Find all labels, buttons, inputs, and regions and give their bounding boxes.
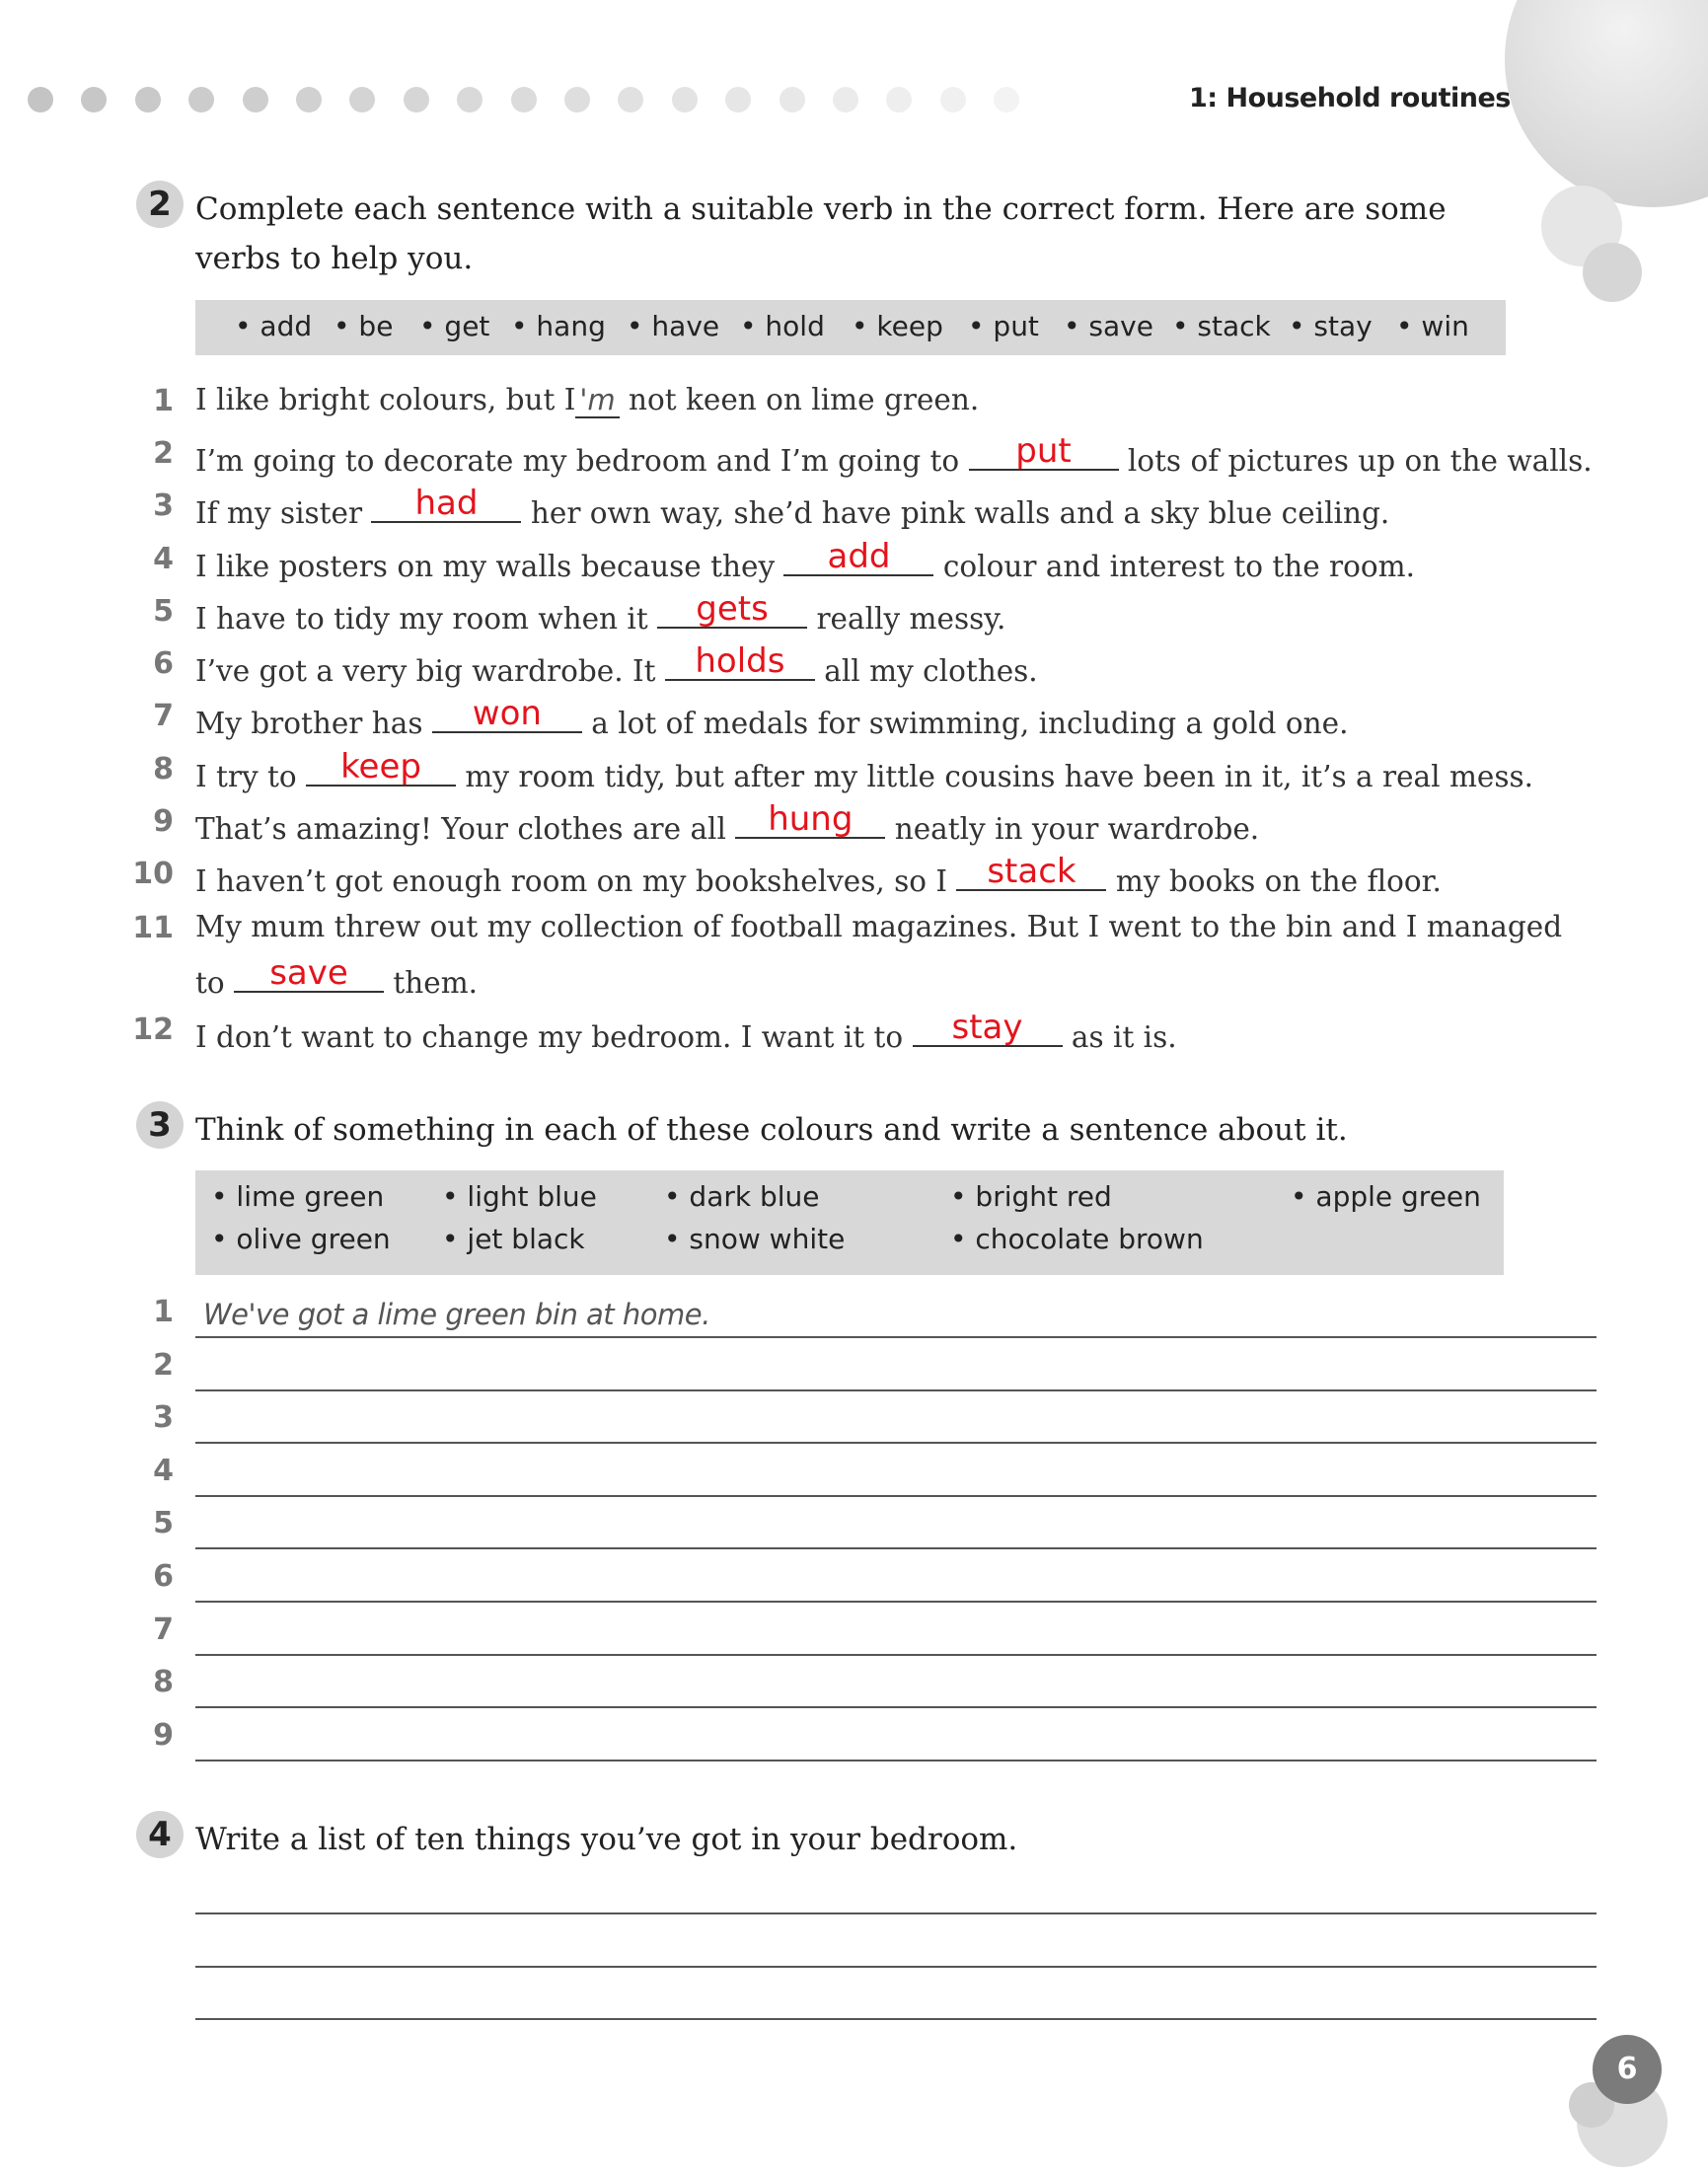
colour-bank-item: • bright red	[950, 1180, 1112, 1213]
decorative-dot	[28, 87, 53, 112]
answer-line-number: 5	[153, 1506, 174, 1540]
sentence-number: 6	[153, 646, 174, 681]
sentence	[195, 484, 1390, 530]
answer-text: put	[1015, 431, 1072, 471]
answer-blank[interactable]	[306, 747, 456, 787]
sentence-text-after: lots of pictures up on the walls.	[1118, 444, 1593, 478]
answer-line[interactable]	[195, 1601, 1597, 1603]
sentence	[195, 953, 479, 1000]
answer-line-number: 6	[153, 1559, 174, 1594]
exercise-4-answer-line[interactable]	[195, 2018, 1597, 2020]
sentence	[195, 1008, 1177, 1054]
answer-text: stay	[951, 1008, 1023, 1047]
sentence-number: 2	[153, 436, 174, 471]
example-answer: We've got a lime green bin at home.	[203, 1298, 710, 1331]
answer-text: keep	[340, 747, 421, 787]
verb-bank-word: • keep	[852, 310, 943, 342]
sentence-text-before: I’m going to decorate my bedroom and I’m going to	[195, 444, 969, 478]
sentence-text-before: I don’t want to change my bedroom. I want it to	[195, 1020, 913, 1054]
decorative-dot	[940, 87, 966, 112]
exercise-3-instruction: Think of something in each of these colours and write a sentence about it.	[195, 1112, 1348, 1148]
answer-blank[interactable]	[956, 852, 1106, 891]
colour-bank-item: • dark blue	[664, 1180, 820, 1213]
answer-line-number: 1	[153, 1295, 174, 1329]
sentence	[195, 537, 1415, 583]
sentence-text-after: colour and interest to the room.	[933, 550, 1415, 583]
sentence-number: 12	[132, 1012, 174, 1047]
sentence-text-before: I’ve got a very big wardrobe. It	[195, 654, 665, 688]
handwritten-contraction: 'm	[575, 383, 619, 418]
answer-line[interactable]	[195, 1495, 1597, 1497]
decorative-circle-small	[1583, 243, 1642, 302]
answer-text: had	[414, 484, 479, 523]
sentence-text-after: my room tidy, but after my little cousins have been in it, it’s a real mess.	[456, 760, 1534, 793]
answer-text: holds	[695, 641, 785, 681]
sentence-text-before: I like posters on my walls because they	[195, 550, 784, 583]
answer-blank[interactable]	[234, 953, 384, 993]
verb-bank-word: • have	[627, 310, 720, 342]
answer-text: save	[269, 953, 348, 993]
colour-bank-item: • lime green	[211, 1180, 385, 1213]
answer-line-number: 4	[153, 1454, 174, 1488]
answer-line-number: 2	[153, 1348, 174, 1383]
exercise-3-number: 3	[136, 1101, 184, 1149]
answer-text: gets	[696, 589, 769, 629]
sentence-text-after: her own way, she’d have pink walls and a sky blue ceiling.	[521, 496, 1390, 530]
answer-blank[interactable]	[657, 589, 807, 629]
answer-blank[interactable]	[913, 1008, 1063, 1047]
colour-bank-item: • chocolate brown	[950, 1223, 1204, 1255]
decorative-dot	[349, 87, 375, 112]
answer-line[interactable]	[195, 1547, 1597, 1549]
sentence	[195, 852, 1442, 898]
colour-bank-item: • snow white	[664, 1223, 846, 1255]
decorative-dot	[135, 87, 161, 112]
decorative-dot	[833, 87, 858, 112]
sentence-text-after: as it is.	[1062, 1020, 1177, 1054]
decorative-dot	[725, 87, 751, 112]
sentence-text-before: I like bright colours, but I	[195, 383, 576, 416]
sentence	[195, 431, 1593, 478]
sentence-number: 8	[153, 752, 174, 787]
exercise-4-number: 4	[136, 1811, 184, 1858]
colour-bank-item: • light blue	[442, 1180, 597, 1213]
sentence-text-after: neatly in your wardrobe.	[885, 812, 1260, 846]
sentence-number: 9	[153, 804, 174, 839]
answer-line-number: 9	[153, 1718, 174, 1753]
verb-bank-word: • hang	[511, 310, 606, 342]
sentence-number: 3	[153, 488, 174, 523]
answer-line-number: 8	[153, 1665, 174, 1699]
answer-line[interactable]	[195, 1760, 1597, 1762]
sentence-text-before: I haven’t got enough room on my bookshelves, so I	[195, 864, 957, 898]
sentence-number: 1	[153, 384, 174, 418]
verb-bank	[195, 300, 1506, 355]
decorative-dot	[618, 87, 643, 112]
decorative-dot	[296, 87, 322, 112]
answer-blank[interactable]	[371, 484, 521, 523]
answer-blank[interactable]	[432, 694, 582, 733]
answer-blank[interactable]	[783, 537, 933, 576]
colour-bank	[195, 1170, 1504, 1275]
answer-line-number: 7	[153, 1612, 174, 1647]
decorative-dot	[886, 87, 912, 112]
answer-text: add	[827, 537, 891, 576]
decorative-dot	[243, 87, 268, 112]
sentence-text-before: If my sister	[195, 496, 372, 530]
decorative-dot	[188, 87, 214, 112]
answer-line[interactable]	[195, 1336, 1597, 1338]
decorative-dot	[81, 87, 107, 112]
exercise-4-instruction: Write a list of ten things you’ve got in your bedroom.	[195, 1822, 1018, 1857]
verb-bank-word: • add	[235, 310, 313, 342]
verb-bank-word: • stay	[1289, 310, 1373, 342]
decorative-dot	[564, 87, 590, 112]
answer-line[interactable]	[195, 1654, 1597, 1656]
verb-bank-word: • put	[968, 310, 1039, 342]
verb-bank-word: • hold	[740, 310, 825, 342]
decorative-dot	[994, 87, 1019, 112]
exercise-2-instruction-line1: Complete each sentence with a suitable verb in the correct form. Here are some	[195, 191, 1447, 227]
verb-bank-word: • save	[1064, 310, 1153, 342]
sentence-text-after: them.	[384, 966, 479, 1000]
sentence-text-after: all my clothes.	[814, 654, 1038, 688]
verb-bank-word: • stack	[1172, 310, 1271, 342]
answer-line-number: 3	[153, 1400, 174, 1435]
answer-blank[interactable]	[665, 641, 815, 681]
answer-blank[interactable]	[969, 431, 1119, 471]
sentence-number: 10	[132, 857, 174, 891]
answer-text: stack	[987, 852, 1077, 891]
sentence-number: 7	[153, 699, 174, 733]
sentence-text-after: not keen on lime green.	[619, 383, 980, 416]
sentence	[195, 799, 1260, 846]
exercise-2-instruction-line2: verbs to help you.	[195, 241, 474, 276]
answer-line[interactable]	[195, 1442, 1597, 1444]
verb-bank-word: • get	[419, 310, 490, 342]
colour-bank-item: • apple green	[1291, 1180, 1481, 1213]
sentence-text-before: I have to tidy my room when it	[195, 602, 658, 636]
verb-bank-word: • win	[1396, 310, 1469, 342]
answer-blank[interactable]	[735, 799, 885, 839]
sentence-text-after: my books on the floor.	[1106, 864, 1442, 898]
answer-line[interactable]	[195, 1706, 1597, 1708]
sentence	[195, 910, 1562, 943]
decorative-dot	[404, 87, 429, 112]
decorative-dot	[672, 87, 698, 112]
sentence	[195, 383, 979, 416]
decorative-dot	[511, 87, 537, 112]
decorative-dot	[457, 87, 483, 112]
verb-bank-word: • be	[334, 310, 394, 342]
sentence	[195, 589, 1006, 636]
sentence-text-before: That’s amazing! Your clothes are all	[195, 812, 736, 846]
sentence	[195, 694, 1349, 740]
colour-bank-item: • jet black	[442, 1223, 585, 1255]
sentence-text-before: I try to	[195, 760, 307, 793]
chapter-title: 1: Household routines	[1189, 83, 1511, 113]
answer-line[interactable]	[195, 1389, 1597, 1391]
sentence-number: 4	[153, 542, 174, 576]
sentence-text-before: to	[195, 966, 234, 1000]
sentence-text-before: My mum threw out my collection of football magazines. But I went to the bin and I managed	[195, 910, 1563, 943]
sentence	[195, 747, 1534, 793]
exercise-4-answer-line[interactable]	[195, 1966, 1597, 1968]
sentence-text-before: My brother has	[195, 707, 432, 740]
page-number: 6	[1593, 2035, 1662, 2104]
sentence-number: 11	[132, 911, 174, 945]
sentence-number: 5	[153, 594, 174, 629]
exercise-4-answer-line[interactable]	[195, 1912, 1597, 1914]
decorative-circle-large	[1505, 0, 1708, 207]
decorative-dot	[780, 87, 805, 112]
sentence	[195, 641, 1038, 688]
sentence-text-after: really messy.	[807, 602, 1006, 636]
answer-text: won	[472, 694, 542, 733]
answer-text: hung	[768, 799, 854, 839]
sentence-text-after: a lot of medals for swimming, including a gold one.	[581, 707, 1349, 740]
colour-bank-item: • olive green	[211, 1223, 391, 1255]
exercise-2-number: 2	[136, 181, 184, 228]
